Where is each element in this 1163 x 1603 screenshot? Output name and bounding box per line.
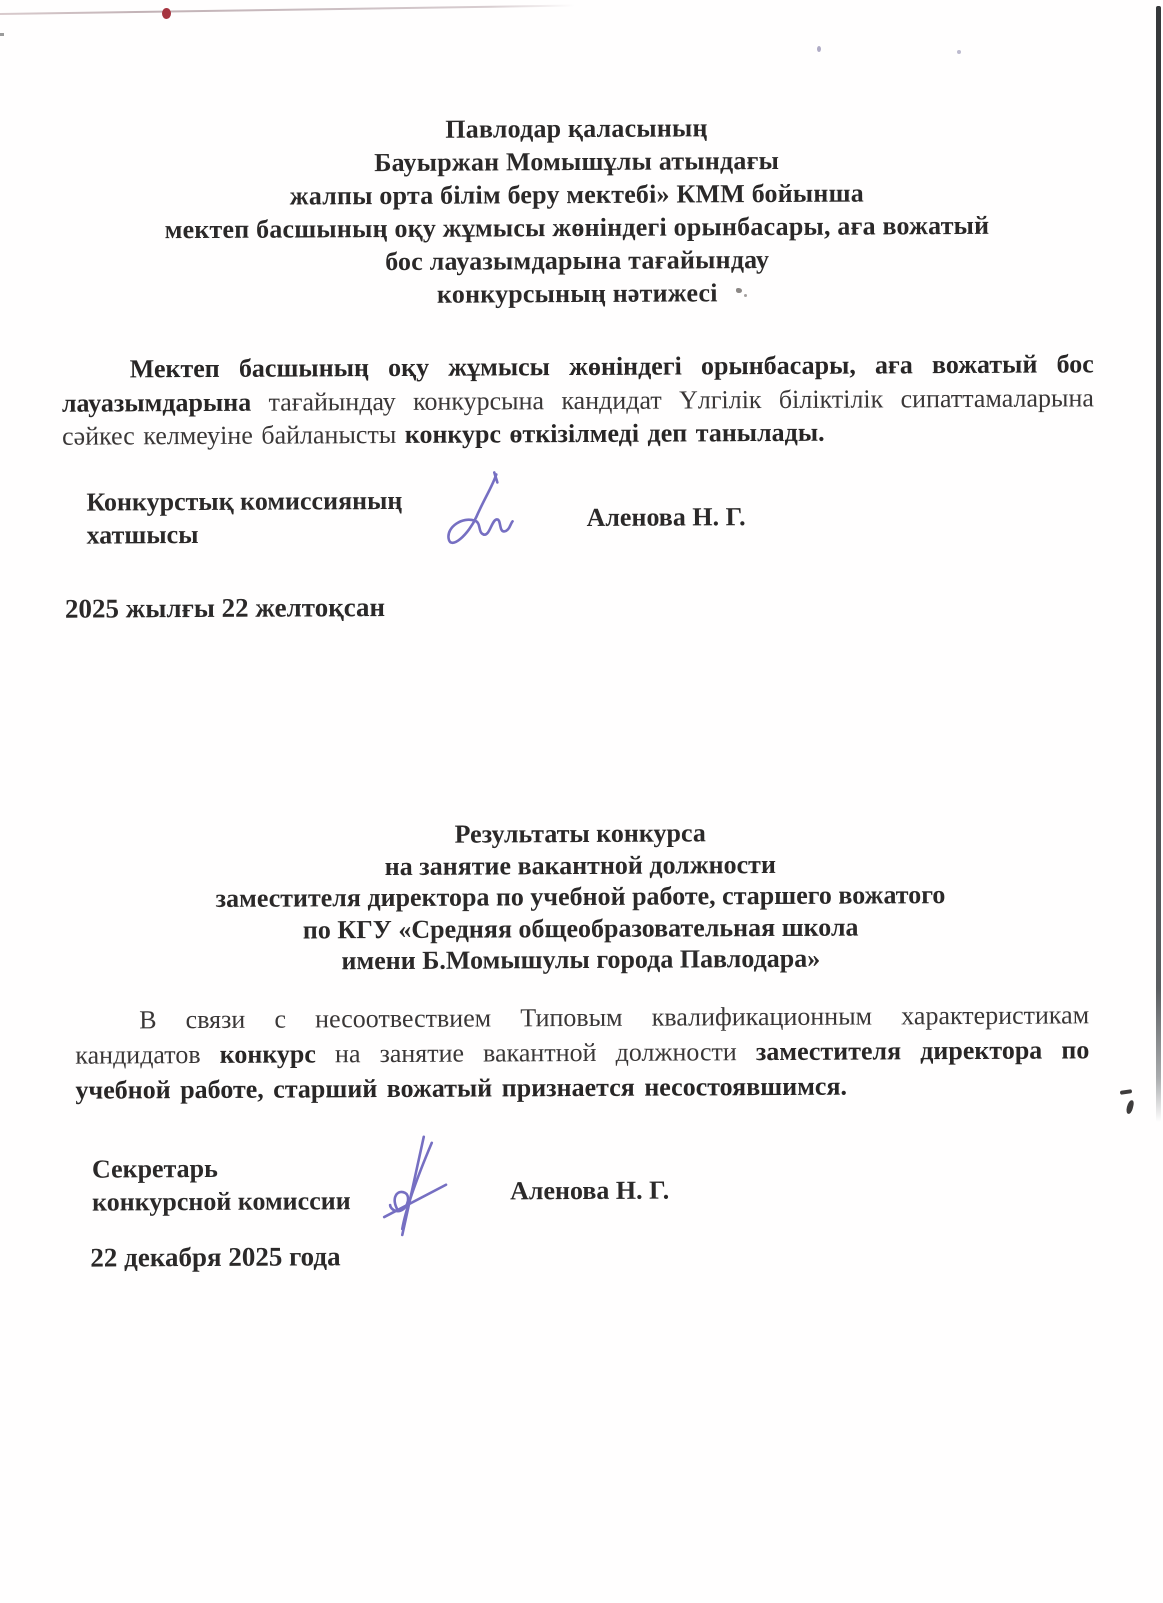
russian-title-line: на занятие вакантной должности <box>384 849 776 881</box>
kazakh-signer-name: Аленова Н. Г. <box>586 502 746 532</box>
kazakh-title-line: жалпы орта білім беру мектебі» КММ бойынша <box>289 178 864 211</box>
handwritten-signature-icon <box>434 468 535 567</box>
russian-title-block <box>60 815 1101 978</box>
russian-title-line: Результаты конкурса <box>454 818 706 849</box>
russian-signer-role-line: Секретарь <box>91 1153 218 1184</box>
kazakh-title-line: мектеп басшының оқу жұмысы жөніндегі орынбасары, аға вожатый <box>164 210 990 245</box>
russian-paragraph: В связи с несоотвествием Типовым квалификационным характеристикам кандидатов конкурс на занятие вакантной должности заместителя директора по учебной работе, старший вожатый признается несостоявшимся. <box>75 1000 1090 1105</box>
kazakh-date: 2025 жылғы 22 желтоқсан <box>64 592 386 624</box>
russian-signer-role <box>92 1151 351 1218</box>
russian-title-line: имени Б.Момышулы города Павлодара» <box>341 943 821 976</box>
russian-title-line: по КГУ «Средняя общеобразовательная школа <box>302 912 859 944</box>
kazakh-signer-role <box>86 484 402 552</box>
kazakh-title-line: бос лауазымдарына тағайындау <box>385 245 770 277</box>
kazakh-title-line: конкурсының нәтижесі <box>436 278 718 309</box>
kazakh-title-line: Бауыржан Момышұлы атындағы <box>374 145 780 178</box>
russian-signer-role-line: конкурсной комиссии <box>92 1186 351 1217</box>
russian-signer-name: Аленова Н. Г. <box>509 1175 670 1206</box>
russian-title-line: заместителя директора по учебной работе, старшего вожатого <box>215 880 946 913</box>
kazakh-signer-role-line: хатшысы <box>86 520 199 550</box>
handwritten-signature-icon <box>372 1133 469 1244</box>
russian-date: 22 декабря 2025 года <box>90 1241 341 1273</box>
kazakh-signer-role-line: Конкурстық комиссияның <box>86 485 403 517</box>
kazakh-title-line: Павлодар қаласының <box>445 113 708 144</box>
kazakh-title-block <box>56 109 1097 312</box>
kazakh-paragraph: Мектеп басшының оқу жұмысы жөніндегі орынбасары, аға вожатый бос лауазымдарына тағайындау конкурсына кандидат Үлгілік біліктілік сипаттамаларына сәйкес келмеуіне байланысты конкурс өткізілмеді деп танылады. <box>61 349 1094 451</box>
